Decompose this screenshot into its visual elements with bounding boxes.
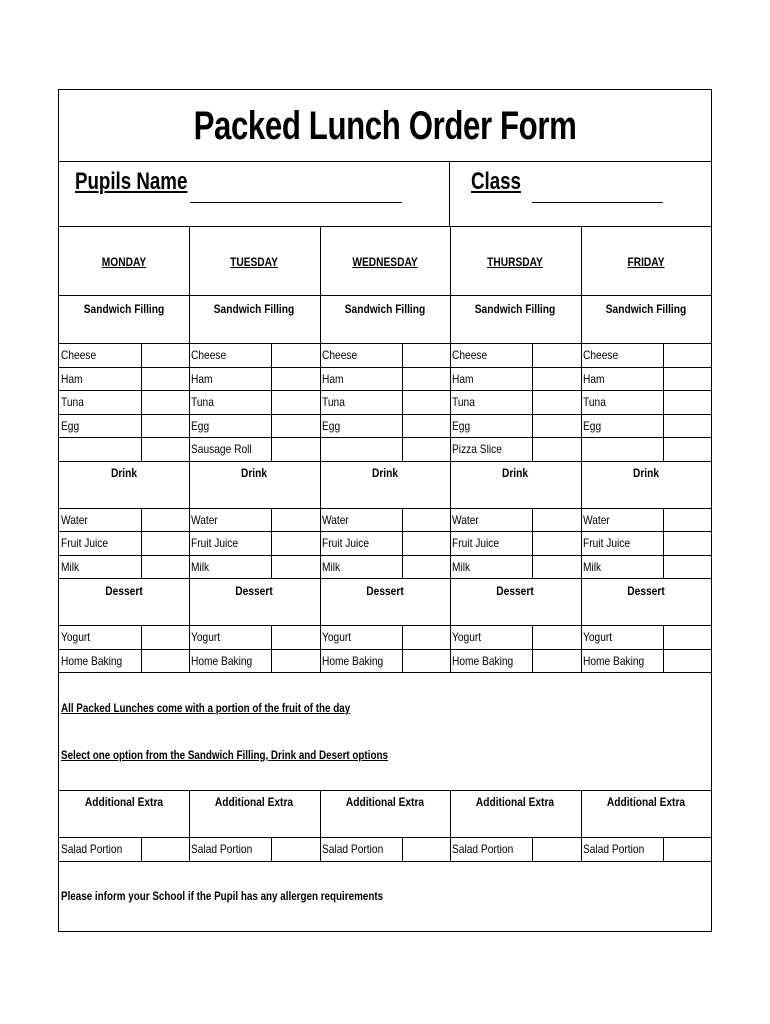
order-checkbox[interactable] (663, 838, 711, 860)
order-checkbox[interactable] (663, 557, 711, 579)
divider (450, 790, 451, 861)
sandwich-option: Tuna (322, 395, 345, 409)
dessert-option: Yogurt (322, 630, 352, 644)
order-checkbox[interactable] (532, 345, 580, 367)
dessert-option: Home Baking (452, 654, 514, 668)
sandwich-option: Cheese (191, 348, 227, 362)
extra-header: Additional Extra (214, 795, 294, 809)
divider (189, 790, 190, 861)
divider (581, 790, 582, 861)
order-checkbox[interactable] (663, 416, 711, 438)
order-checkbox[interactable] (141, 345, 189, 367)
sandwich-option: Pizza Slice (452, 442, 502, 456)
order-checkbox[interactable] (271, 369, 319, 391)
extra-header: Additional Extra (345, 795, 425, 809)
day-header: THURSDAY (487, 255, 543, 269)
order-checkbox[interactable] (532, 369, 580, 391)
order-checkbox[interactable] (402, 557, 450, 579)
order-checkbox[interactable] (532, 627, 580, 649)
order-checkbox[interactable] (402, 392, 450, 414)
order-checkbox[interactable] (402, 627, 450, 649)
sandwich-option: Tuna (191, 395, 214, 409)
sandwich-option: Egg (583, 419, 602, 433)
sandwich-option: Egg (322, 419, 341, 433)
drink-option: Milk (452, 560, 471, 574)
order-checkbox[interactable] (402, 439, 450, 461)
order-checkbox[interactable] (271, 439, 319, 461)
fruit-note: All Packed Lunches come with a portion of the fruit of the day (61, 701, 351, 715)
divider (450, 226, 451, 672)
order-checkbox[interactable] (141, 838, 189, 860)
drink-header: Drink (501, 466, 529, 480)
order-checkbox[interactable] (271, 533, 319, 555)
divider (59, 343, 711, 344)
sandwich-option: Egg (191, 419, 210, 433)
order-checkbox[interactable] (271, 510, 319, 532)
sandwich-option: Tuna (452, 395, 475, 409)
divider (59, 295, 711, 296)
pupil-name-field[interactable] (190, 202, 402, 203)
sandwich-option: Cheese (583, 348, 619, 362)
dessert-option: Home Baking (61, 654, 123, 668)
sandwich-option: Egg (61, 419, 80, 433)
dessert-option: Yogurt (452, 630, 482, 644)
order-checkbox[interactable] (141, 557, 189, 579)
order-checkbox[interactable] (532, 838, 580, 860)
dessert-option: Yogurt (61, 630, 91, 644)
sandwich-option: Tuna (583, 395, 606, 409)
dessert-option: Home Baking (583, 654, 645, 668)
order-checkbox[interactable] (141, 651, 189, 673)
sandwich-option: Ham (452, 372, 474, 386)
divider (59, 226, 711, 227)
sandwich-option: Tuna (61, 395, 84, 409)
sandwich-option: Sausage Roll (191, 442, 252, 456)
drink-option: Water (191, 513, 218, 527)
dessert-option: Home Baking (191, 654, 253, 668)
sandwich-option: Cheese (322, 348, 358, 362)
drink-option: Fruit Juice (452, 536, 500, 550)
order-checkbox[interactable] (141, 627, 189, 649)
sandwich-option: Ham (61, 372, 83, 386)
drink-option: Water (61, 513, 88, 527)
drink-option: Fruit Juice (191, 536, 239, 550)
drink-header: Drink (371, 466, 399, 480)
order-checkbox[interactable] (141, 533, 189, 555)
extra-header: Additional Extra (84, 795, 164, 809)
class-label: Class (471, 168, 521, 195)
order-checkbox[interactable] (402, 651, 450, 673)
selection-note: Select one option from the Sandwich Filling, Drink and Desert options (61, 748, 388, 762)
sandwich-option: Ham (583, 372, 605, 386)
order-checkbox[interactable] (532, 392, 580, 414)
drink-option: Fruit Juice (61, 536, 109, 550)
order-checkbox[interactable] (402, 533, 450, 555)
drink-header: Drink (110, 466, 138, 480)
dessert-header: Dessert (627, 584, 665, 598)
sandwich-option: Ham (191, 372, 213, 386)
sandwich-header: Sandwich Filling (605, 302, 687, 316)
drink-option: Milk (191, 560, 210, 574)
extra-option: Salad Portion (191, 842, 253, 856)
divider (581, 226, 582, 672)
sandwich-header: Sandwich Filling (213, 302, 295, 316)
order-checkbox[interactable] (271, 651, 319, 673)
day-header: MONDAY (101, 255, 147, 269)
class-field[interactable] (532, 202, 663, 203)
divider (59, 414, 711, 415)
sandwich-option: Egg (452, 419, 471, 433)
divider (59, 649, 711, 650)
order-checkbox[interactable] (271, 345, 319, 367)
divider (59, 367, 711, 368)
drink-option: Milk (583, 560, 602, 574)
divider (59, 790, 711, 791)
divider (189, 226, 190, 672)
divider (59, 161, 711, 162)
order-checkbox[interactable] (663, 369, 711, 391)
order-checkbox[interactable] (402, 510, 450, 532)
drink-option: Fruit Juice (322, 536, 370, 550)
divider (59, 508, 711, 509)
order-checkbox[interactable] (402, 838, 450, 860)
order-checkbox[interactable] (141, 439, 189, 461)
dessert-option: Yogurt (583, 630, 613, 644)
dessert-header: Dessert (235, 584, 273, 598)
order-checkbox[interactable] (141, 392, 189, 414)
dessert-header: Dessert (496, 584, 534, 598)
order-checkbox[interactable] (532, 510, 580, 532)
order-checkbox[interactable] (663, 533, 711, 555)
sandwich-header: Sandwich Filling (83, 302, 165, 316)
sandwich-header: Sandwich Filling (344, 302, 426, 316)
day-header: TUESDAY (230, 255, 278, 269)
order-checkbox[interactable] (271, 838, 319, 860)
extra-option: Salad Portion (583, 842, 645, 856)
drink-header: Drink (240, 466, 268, 480)
order-checkbox[interactable] (532, 439, 580, 461)
extra-option: Salad Portion (452, 842, 514, 856)
order-checkbox[interactable] (663, 439, 711, 461)
pupil-name-label: Pupils Name (75, 168, 188, 195)
divider (59, 555, 711, 556)
order-checkbox[interactable] (663, 627, 711, 649)
order-checkbox[interactable] (663, 392, 711, 414)
dessert-header: Dessert (105, 584, 143, 598)
order-checkbox[interactable] (663, 345, 711, 367)
drink-option: Milk (322, 560, 341, 574)
order-checkbox[interactable] (532, 651, 580, 673)
order-checkbox[interactable] (141, 416, 189, 438)
sandwich-option: Ham (322, 372, 344, 386)
order-checkbox[interactable] (532, 533, 580, 555)
sandwich-option: Cheese (452, 348, 488, 362)
order-checkbox[interactable] (141, 369, 189, 391)
day-header: FRIDAY (627, 255, 665, 269)
extra-option: Salad Portion (61, 842, 123, 856)
order-checkbox[interactable] (532, 557, 580, 579)
order-checkbox[interactable] (402, 345, 450, 367)
dessert-header: Dessert (366, 584, 404, 598)
order-form (58, 89, 712, 932)
order-checkbox[interactable] (271, 627, 319, 649)
drink-header: Drink (632, 466, 660, 480)
form-title: Packed Lunch Order Form (193, 104, 577, 148)
allergen-note: Please inform your School if the Pupil has any allergen requirements (61, 889, 384, 903)
drink-option: Fruit Juice (583, 536, 631, 550)
extra-option: Salad Portion (322, 842, 384, 856)
order-checkbox[interactable] (141, 510, 189, 532)
order-checkbox[interactable] (271, 557, 319, 579)
sandwich-option: Cheese (61, 348, 97, 362)
divider (449, 161, 450, 226)
order-checkbox[interactable] (271, 392, 319, 414)
order-checkbox[interactable] (663, 510, 711, 532)
extra-header: Additional Extra (475, 795, 555, 809)
order-checkbox[interactable] (663, 651, 711, 673)
divider (59, 625, 711, 626)
day-header: WEDNESDAY (352, 255, 418, 269)
drink-option: Water (583, 513, 610, 527)
drink-option: Water (452, 513, 479, 527)
dessert-option: Yogurt (191, 630, 221, 644)
divider (59, 861, 711, 862)
order-checkbox[interactable] (271, 416, 319, 438)
order-checkbox[interactable] (402, 369, 450, 391)
divider (320, 790, 321, 861)
order-checkbox[interactable] (402, 416, 450, 438)
divider (320, 226, 321, 672)
dessert-option: Home Baking (322, 654, 384, 668)
sandwich-header: Sandwich Filling (474, 302, 556, 316)
extra-header: Additional Extra (606, 795, 686, 809)
order-checkbox[interactable] (532, 416, 580, 438)
divider (59, 461, 711, 462)
drink-option: Milk (61, 560, 80, 574)
drink-option: Water (322, 513, 349, 527)
